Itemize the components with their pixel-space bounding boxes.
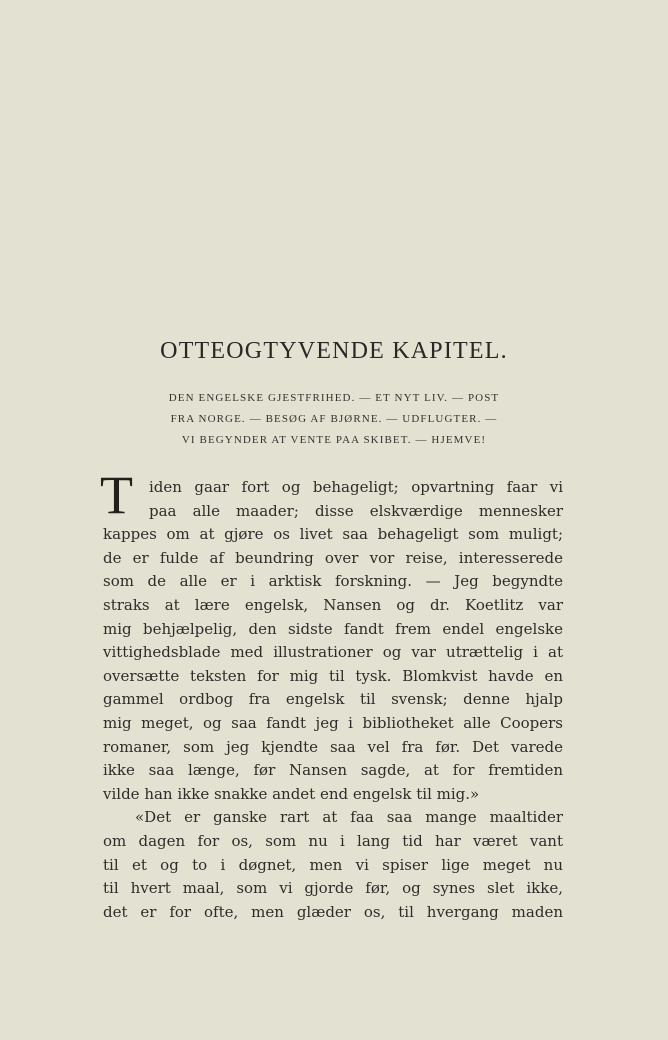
text-line: vilde han ikke snakke andet end engelsk til mig.»	[103, 784, 480, 803]
drop-cap: T	[100, 465, 133, 525]
text-line: straks at lære engelsk, Nansen og dr. Koetlitz var	[103, 595, 563, 614]
text-line: kappes om at gjøre os livet saa behageligt som muligt;	[103, 525, 563, 544]
text-line: som de alle er i arktisk forskning. — Jeg begyndte	[103, 572, 563, 591]
text-line: oversætte teksten for mig til tysk. Blomkvist havde en	[103, 666, 563, 685]
text-line: til et og to i døgnet, men vi spiser lige meget nu	[103, 855, 563, 874]
text-line: romaner, som jeg kjendte saa vel fra før. Det varede	[103, 737, 563, 756]
text-line: mig meget, og saa fandt jeg i bibliotheket alle Coopers	[103, 713, 563, 732]
chapter-title: OTTEOGTYVENDE KAPITEL.	[160, 338, 508, 364]
text-line: mig behjælpelig, den sidste fandt frem endel engelske	[103, 619, 563, 638]
text-line: gammel ordbog fra engelsk til svensk; denne hjalp	[103, 690, 563, 709]
text-line: de er fulde af beundring over vor reise, interesserede	[103, 548, 563, 567]
chapter-summary-line-2: FRA NORGE. — BESØG AF BJØRNE. — UDFLUGTER. —	[170, 413, 498, 425]
text-line: om dagen for os, som nu i lang tid har været vant	[103, 831, 563, 850]
chapter-summary-line-1: DEN ENGELSKE GJESTFRIHED. — ET NYT LIV. — POST	[168, 392, 500, 404]
text-line: paa alle maader; disse elskværdige mennesker	[149, 501, 563, 520]
text-line: iden gaar fort og behageligt; opvartning faar vi	[149, 478, 563, 496]
text-line: vittighedsblade med illustrationer og var utrættelig i at	[103, 643, 563, 662]
chapter-summary-line-3: VI BEGYNDER AT VENTE PAA SKIBET. — HJEMVE!	[181, 434, 487, 446]
text-line: til hvert maal, som vi gjorde før, og synes slet ikke,	[103, 879, 563, 898]
text-line: det er for ofte, men glæder os, til hvergang maden	[103, 902, 563, 921]
body-text	[103, 476, 563, 924]
text-line: ikke saa længe, før Nansen sagde, at for fremtiden	[103, 761, 563, 780]
text-line: «Det er ganske rart at faa saa mange maaltider	[135, 808, 563, 827]
